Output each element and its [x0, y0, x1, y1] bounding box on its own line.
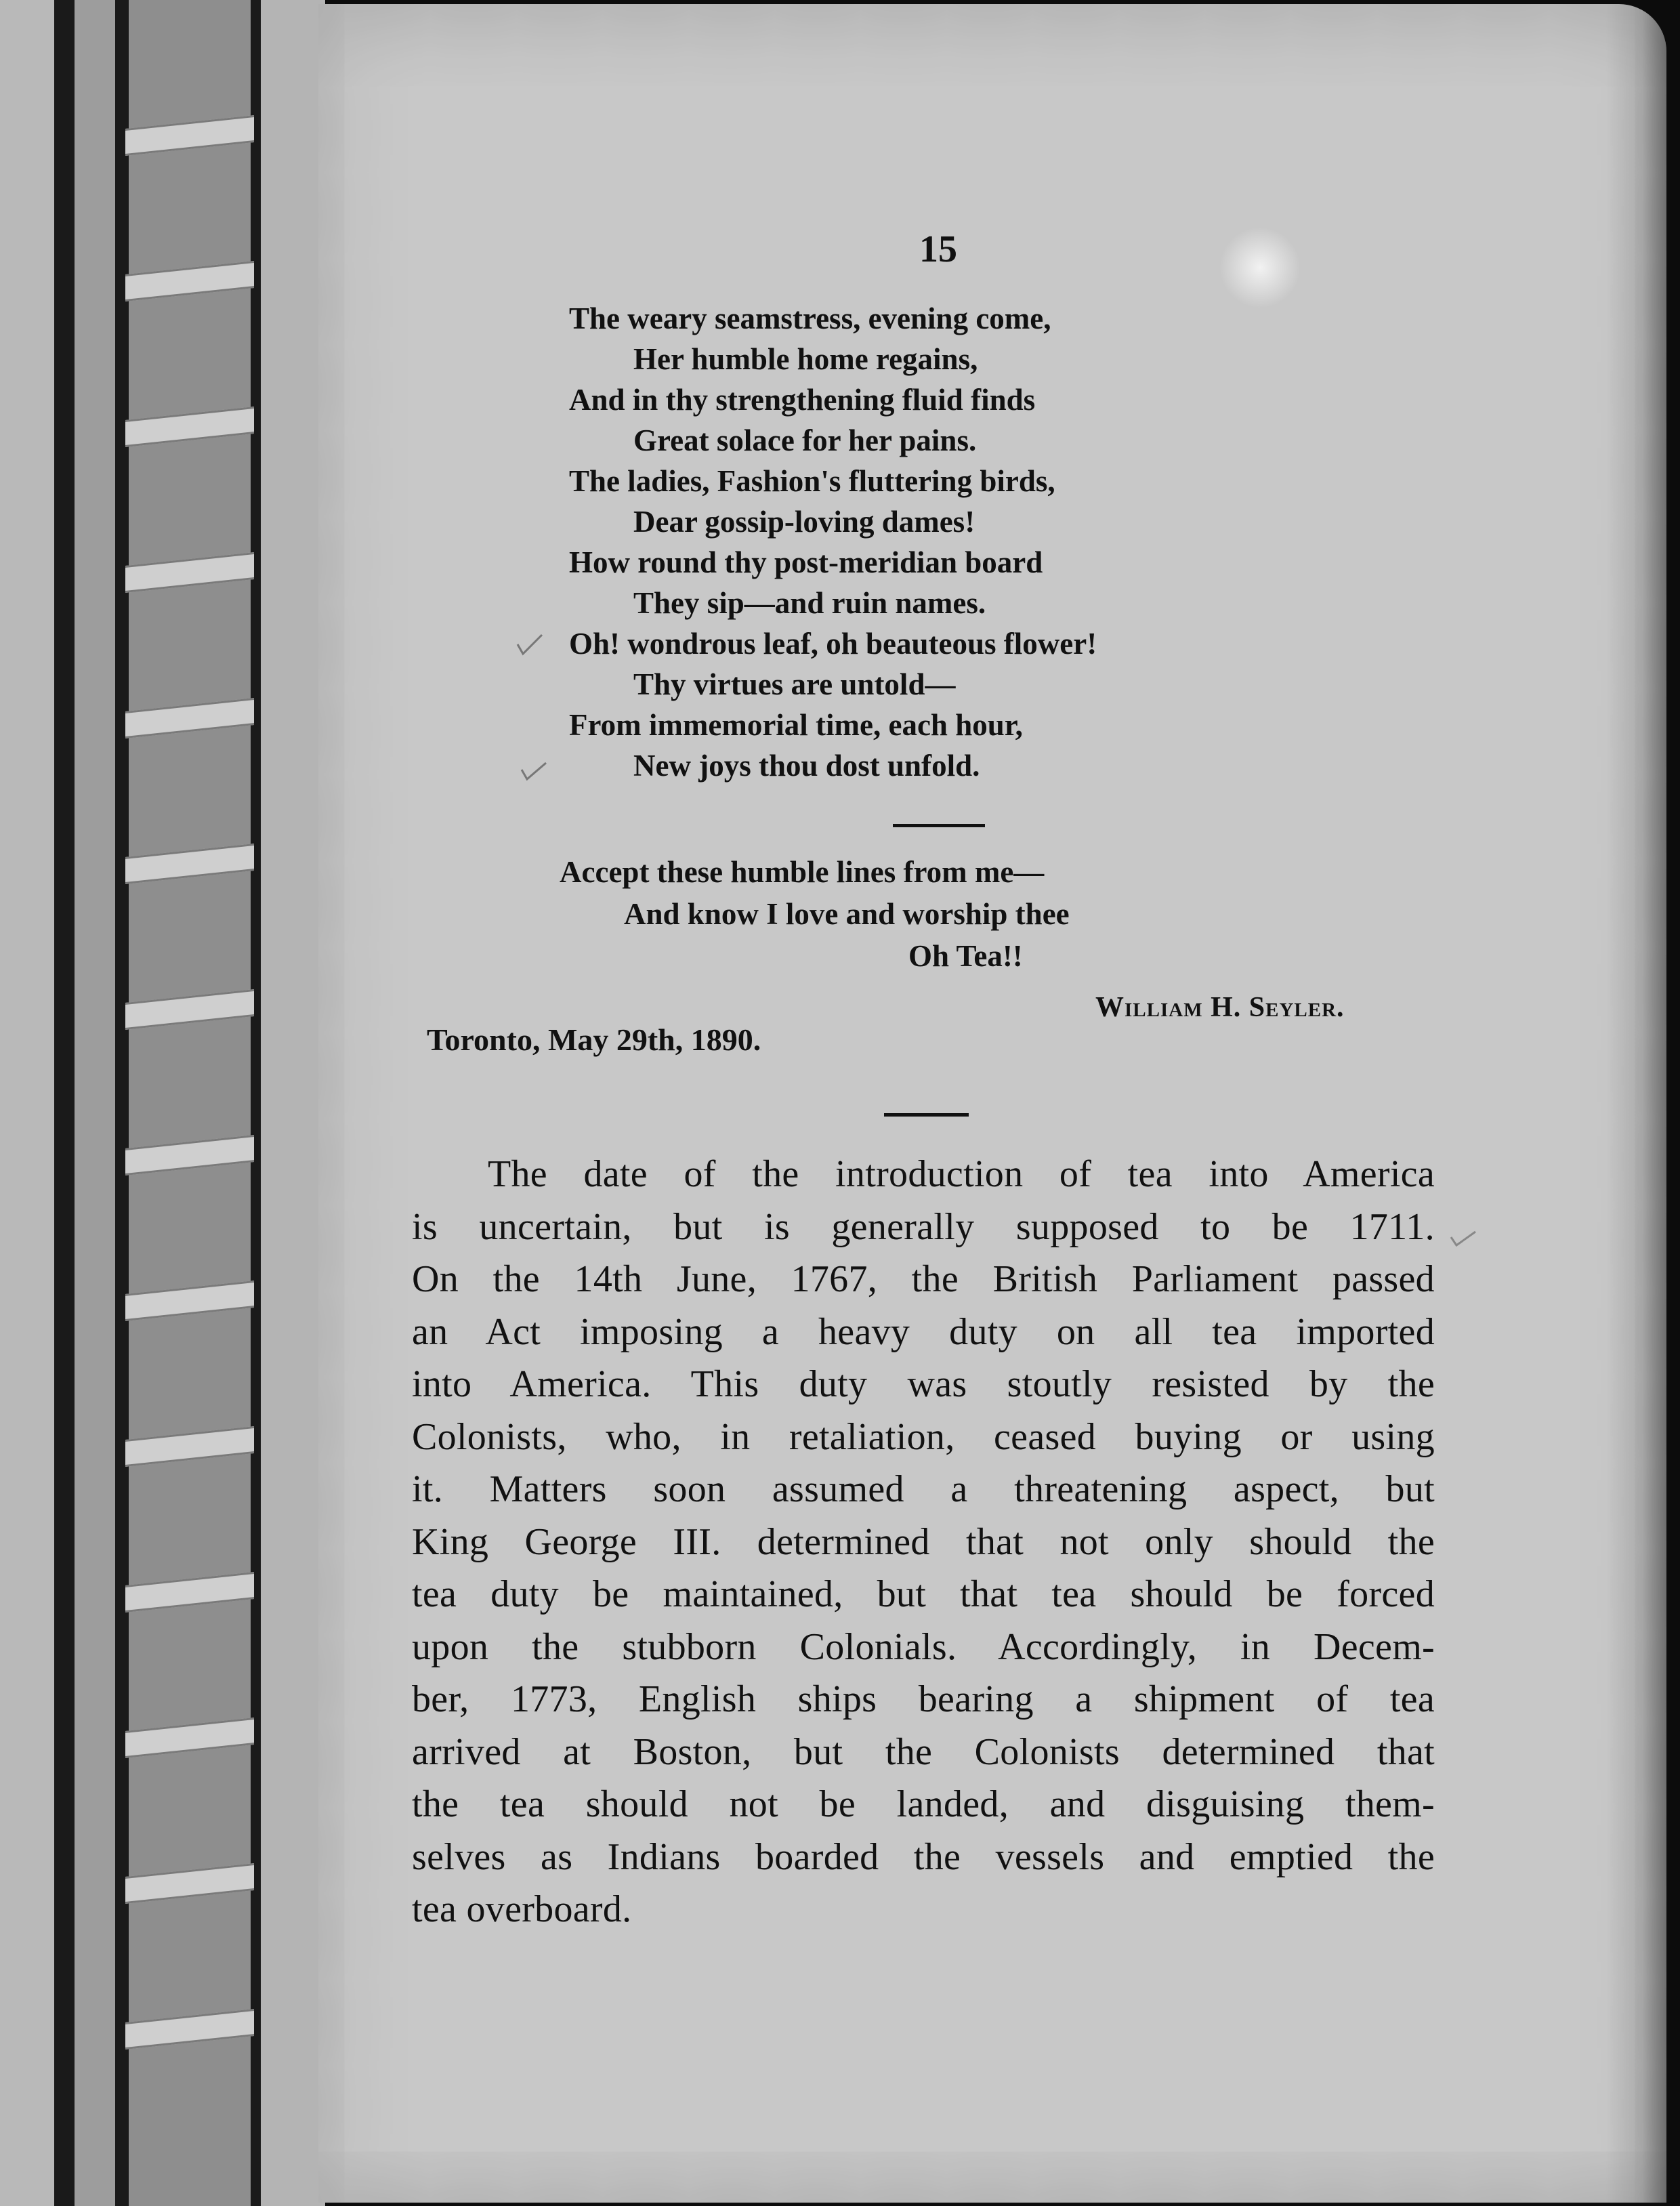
- paragraph-line: selves as Indians boarded the vessels and emptied the: [412, 1835, 1435, 1878]
- paragraph-line: into America. This duty was stoutly resisted by the: [412, 1363, 1435, 1405]
- paragraph-line: it. Matters soon assumed a threatening aspect, but: [412, 1468, 1435, 1510]
- paragraph-line: The date of the introduction of tea into America: [488, 1153, 1435, 1195]
- paragraph-line: upon the stubborn Colonials. Accordingly, in Decem-: [412, 1625, 1435, 1668]
- paragraph-line: ber, 1773, English ships bearing a shipment of tea: [412, 1678, 1435, 1720]
- paragraph-line: Colonists, who, in retaliation, ceased buying or using: [412, 1415, 1435, 1458]
- author-signature: William H. Seyler.: [1095, 992, 1345, 1023]
- poem-line: The ladies, Fashion's fluttering birds,: [569, 464, 1055, 498]
- paragraph-line: King George III. determined that not only should the: [412, 1520, 1435, 1563]
- torn-page-margin: [261, 0, 325, 2206]
- dedication-line: And know I love and worship thee: [624, 897, 1070, 931]
- page-shadow-edge: [1605, 4, 1666, 2203]
- poem: [569, 298, 1423, 786]
- date-line: Toronto, May 29th, 1890.: [427, 1022, 761, 1057]
- previous-page-edge: [75, 0, 115, 2206]
- poem-line: Her humble home regains,: [633, 342, 978, 376]
- paragraph-line: is uncertain, but is generally supposed to be 1711.: [412, 1205, 1435, 1248]
- book-binding: [0, 0, 325, 2206]
- poem-line: Oh! wondrous leaf, oh beauteous flower!: [569, 627, 1097, 661]
- dedication: [560, 851, 1440, 977]
- paragraph-line: tea duty be maintained, but that tea should be forced: [412, 1573, 1435, 1615]
- page-number: 15: [919, 228, 957, 270]
- paragraph-line: On the 14th June, 1767, the British Parliament passed: [412, 1258, 1435, 1300]
- glare-spot: [1219, 227, 1301, 308]
- paragraph-line: the tea should not be landed, and disguising them-: [412, 1783, 1435, 1825]
- paragraph-line: tea overboard.: [412, 1888, 632, 1930]
- poem-line: Dear gossip-loving dames!: [633, 505, 975, 539]
- poem-line: From immemorial time, each hour,: [569, 708, 1023, 742]
- section-divider: [893, 824, 985, 827]
- previous-page-edge: [0, 0, 54, 2206]
- poem-line: New joys thou dost unfold.: [633, 749, 980, 783]
- poem-line: And in thy strengthening fluid finds: [569, 383, 1036, 417]
- dedication-line: Oh Tea!!: [908, 939, 1023, 973]
- body-paragraph: [412, 1148, 1435, 1936]
- pencil-tick-mark: [516, 633, 543, 657]
- pencil-tick-mark: [1450, 1225, 1477, 1248]
- paragraph-line: an Act imposing a heavy duty on all tea imported: [412, 1310, 1435, 1353]
- pencil-tick-mark: [520, 759, 547, 782]
- dedication-line: Accept these humble lines from me—: [560, 855, 1045, 889]
- poem-line: Great solace for her pains.: [633, 423, 977, 457]
- poem-line: They sip—and ruin names.: [633, 586, 986, 620]
- paragraph-line: arrived at Boston, but the Colonists determined that: [412, 1730, 1435, 1773]
- poem-line: The weary seamstress, evening come,: [569, 301, 1051, 335]
- poem-line: How round thy post-meridian board: [569, 545, 1043, 579]
- section-divider: [884, 1113, 969, 1117]
- poem-line: Thy virtues are untold—: [633, 667, 956, 701]
